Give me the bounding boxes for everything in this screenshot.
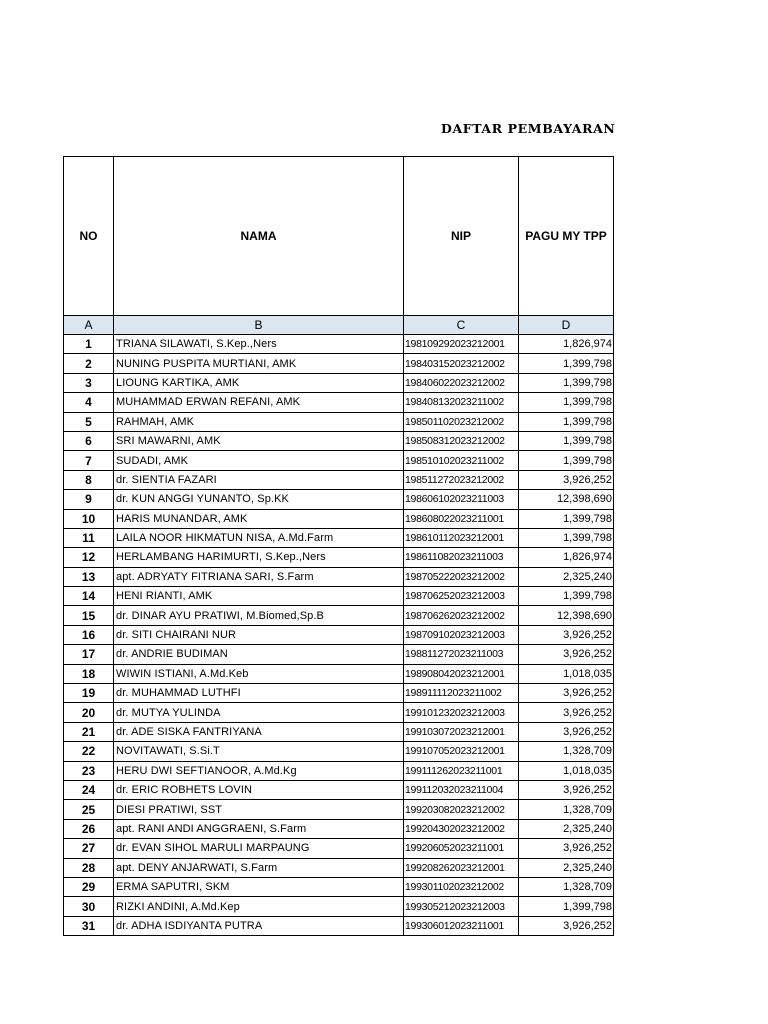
row-pagu: 1,399,798 <box>519 897 614 916</box>
row-pagu: 1,328,709 <box>519 877 614 896</box>
row-number: 9 <box>64 490 114 509</box>
row-nip: 198705222023212002 <box>404 567 519 586</box>
row-name: dr. ANDRIE BUDIMAN <box>114 645 404 664</box>
row-number: 20 <box>64 703 114 722</box>
column-letter: B <box>114 316 404 335</box>
row-pagu: 2,325,240 <box>519 858 614 877</box>
payment-table <box>63 156 614 936</box>
row-pagu: 1,018,035 <box>519 761 614 780</box>
row-number: 28 <box>64 858 114 877</box>
row-number: 22 <box>64 742 114 761</box>
row-name: dr. KUN ANGGI YUNANTO, Sp.KK <box>114 490 404 509</box>
table-row <box>64 800 614 819</box>
table-row <box>64 684 614 703</box>
table-row <box>64 819 614 838</box>
row-name: DIESI PRATIWI, SST <box>114 800 404 819</box>
row-pagu: 12,398,690 <box>519 490 614 509</box>
row-nip: 199208262023212001 <box>404 858 519 877</box>
row-pagu: 1,399,798 <box>519 412 614 431</box>
row-pagu: 1,018,035 <box>519 664 614 683</box>
row-pagu: 1,399,798 <box>519 528 614 547</box>
row-pagu: 1,826,974 <box>519 548 614 567</box>
table-row <box>64 431 614 450</box>
row-pagu: 1,399,798 <box>519 451 614 470</box>
table-row <box>64 858 614 877</box>
row-name: RAHMAH, AMK <box>114 412 404 431</box>
row-name: apt. RANI ANDI ANGGRAENI, S.Farm <box>114 819 404 838</box>
row-name: WIWIN ISTIANI, A.Md.Keb <box>114 664 404 683</box>
row-name: dr. MUTYA YULINDA <box>114 703 404 722</box>
table-row <box>64 567 614 586</box>
table-row <box>64 354 614 373</box>
row-nip: 198403152023212002 <box>404 354 519 373</box>
row-pagu: 1,399,798 <box>519 509 614 528</box>
table-row <box>64 664 614 683</box>
row-pagu: 3,926,252 <box>519 780 614 799</box>
table-row <box>64 722 614 741</box>
row-name: dr. MUHAMMAD LUTHFI <box>114 684 404 703</box>
row-name: HARIS MUNANDAR, AMK <box>114 509 404 528</box>
table-row <box>64 490 614 509</box>
row-number: 8 <box>64 470 114 489</box>
column-letter: A <box>64 316 114 335</box>
row-nip: 199107052023212001 <box>404 742 519 761</box>
row-pagu: 3,926,252 <box>519 703 614 722</box>
row-number: 11 <box>64 528 114 547</box>
row-nip: 198508312023212002 <box>404 431 519 450</box>
row-nip: 198610112023212001 <box>404 528 519 547</box>
row-nip: 198908042023212001 <box>404 664 519 683</box>
row-nip: 199101232023212003 <box>404 703 519 722</box>
table-row <box>64 742 614 761</box>
row-nip: 198406022023212002 <box>404 373 519 392</box>
row-pagu: 3,926,252 <box>519 645 614 664</box>
table-row <box>64 528 614 547</box>
table-row <box>64 780 614 799</box>
table-row <box>64 703 614 722</box>
row-name: apt. ADRYATY FITRIANA SARI, S.Farm <box>114 567 404 586</box>
row-name: dr. ADE SISKA FANTRIYANA <box>114 722 404 741</box>
header-pagu: PAGU MY TPP <box>519 157 614 316</box>
row-name: MUHAMMAD ERWAN REFANI, AMK <box>114 393 404 412</box>
row-number: 15 <box>64 606 114 625</box>
column-letter: D <box>519 316 614 335</box>
row-number: 29 <box>64 877 114 896</box>
table-row <box>64 509 614 528</box>
row-number: 14 <box>64 587 114 606</box>
row-nip: 198911112023211002 <box>404 684 519 703</box>
header-nip: NIP <box>404 157 519 316</box>
row-nip: 198608022023211001 <box>404 509 519 528</box>
row-nip: 199301102023212002 <box>404 877 519 896</box>
row-nip: 198709102023212003 <box>404 625 519 644</box>
row-name: NOVITAWATI, S.Si.T <box>114 742 404 761</box>
table-row <box>64 897 614 916</box>
row-pagu: 2,325,240 <box>519 567 614 586</box>
table-row <box>64 761 614 780</box>
row-pagu: 3,926,252 <box>519 839 614 858</box>
row-name: ERMA SAPUTRI, SKM <box>114 877 404 896</box>
row-number: 31 <box>64 916 114 935</box>
row-nip: 198408132023211002 <box>404 393 519 412</box>
row-pagu: 1,826,974 <box>519 335 614 354</box>
row-number: 12 <box>64 548 114 567</box>
table-row <box>64 470 614 489</box>
row-number: 21 <box>64 722 114 741</box>
row-name: HENI RIANTI, AMK <box>114 587 404 606</box>
row-number: 13 <box>64 567 114 586</box>
row-number: 5 <box>64 412 114 431</box>
table-row <box>64 373 614 392</box>
table-row <box>64 877 614 896</box>
table-row <box>64 625 614 644</box>
row-pagu: 3,926,252 <box>519 625 614 644</box>
row-nip: 198606102023211003 <box>404 490 519 509</box>
table-row <box>64 587 614 606</box>
row-nip: 198611082023211003 <box>404 548 519 567</box>
row-number: 30 <box>64 897 114 916</box>
row-name: SUDADI, AMK <box>114 451 404 470</box>
row-nip: 198706252023212003 <box>404 587 519 606</box>
row-pagu: 3,926,252 <box>519 722 614 741</box>
row-pagu: 1,399,798 <box>519 431 614 450</box>
row-pagu: 3,926,252 <box>519 470 614 489</box>
row-nip: 199306012023211001 <box>404 916 519 935</box>
row-nip: 199203082023212002 <box>404 800 519 819</box>
row-pagu: 2,325,240 <box>519 819 614 838</box>
row-number: 25 <box>64 800 114 819</box>
row-number: 16 <box>64 625 114 644</box>
row-nip: 198811272023211003 <box>404 645 519 664</box>
document-title: DAFTAR PEMBAYARAN <box>441 121 616 136</box>
table-row <box>64 839 614 858</box>
row-nip: 199111262023211001 <box>404 761 519 780</box>
row-number: 19 <box>64 684 114 703</box>
row-name: dr. ERIC ROBHETS LOVIN <box>114 780 404 799</box>
column-letter: C <box>404 316 519 335</box>
row-name: LIOUNG KARTIKA, AMK <box>114 373 404 392</box>
row-pagu: 12,398,690 <box>519 606 614 625</box>
row-number: 27 <box>64 839 114 858</box>
row-nip: 199103072023212001 <box>404 722 519 741</box>
row-name: dr. DINAR AYU PRATIWI, M.Biomed,Sp.B <box>114 606 404 625</box>
row-nip: 198501102023212002 <box>404 412 519 431</box>
row-number: 23 <box>64 761 114 780</box>
row-nip: 199204302023212002 <box>404 819 519 838</box>
row-nip: 199305212023212003 <box>404 897 519 916</box>
row-name: dr. ADHA ISDIYANTA PUTRA <box>114 916 404 935</box>
header-nama: NAMA <box>114 157 404 316</box>
row-number: 6 <box>64 431 114 450</box>
table-row <box>64 645 614 664</box>
row-name: dr. SIENTIA FAZARI <box>114 470 404 489</box>
row-name: dr. SITI CHAIRANI NUR <box>114 625 404 644</box>
row-pagu: 1,328,709 <box>519 742 614 761</box>
row-nip: 199112032023211004 <box>404 780 519 799</box>
row-pagu: 1,328,709 <box>519 800 614 819</box>
row-number: 10 <box>64 509 114 528</box>
row-number: 1 <box>64 335 114 354</box>
column-letter-row <box>64 316 614 335</box>
row-pagu: 1,399,798 <box>519 393 614 412</box>
row-name: dr. EVAN SIHOL MARULI MARPAUNG <box>114 839 404 858</box>
row-name: NUNING PUSPITA MURTIANI, AMK <box>114 354 404 373</box>
table-row <box>64 916 614 935</box>
row-pagu: 1,399,798 <box>519 373 614 392</box>
row-name: apt. DENY ANJARWATI, S.Farm <box>114 858 404 877</box>
row-number: 4 <box>64 393 114 412</box>
row-pagu: 3,926,252 <box>519 684 614 703</box>
row-nip: 198511272023212002 <box>404 470 519 489</box>
row-number: 17 <box>64 645 114 664</box>
table-row <box>64 548 614 567</box>
row-number: 24 <box>64 780 114 799</box>
row-pagu: 3,926,252 <box>519 916 614 935</box>
table-row <box>64 393 614 412</box>
row-pagu: 1,399,798 <box>519 587 614 606</box>
table-row <box>64 451 614 470</box>
row-number: 18 <box>64 664 114 683</box>
row-name: TRIANA SILAWATI, S.Kep.,Ners <box>114 335 404 354</box>
row-nip: 198510102023211002 <box>404 451 519 470</box>
table-row <box>64 335 614 354</box>
table-row <box>64 412 614 431</box>
row-pagu: 1,399,798 <box>519 354 614 373</box>
row-name: HERU DWI SEFTIANOOR, A.Md.Kg <box>114 761 404 780</box>
header-row <box>64 157 614 316</box>
header-no: NO <box>64 157 114 316</box>
row-name: SRI MAWARNI, AMK <box>114 431 404 450</box>
row-number: 26 <box>64 819 114 838</box>
row-number: 3 <box>64 373 114 392</box>
row-number: 7 <box>64 451 114 470</box>
table-row <box>64 606 614 625</box>
row-name: LAILA NOOR HIKMATUN NISA, A.Md.Farm <box>114 528 404 547</box>
row-nip: 198706262023212002 <box>404 606 519 625</box>
row-nip: 198109292023212001 <box>404 335 519 354</box>
row-name: HERLAMBANG HARIMURTI, S.Kep.,Ners <box>114 548 404 567</box>
row-number: 2 <box>64 354 114 373</box>
table-body <box>64 335 614 936</box>
row-name: RIZKI ANDINI, A.Md.Kep <box>114 897 404 916</box>
row-nip: 199206052023211001 <box>404 839 519 858</box>
